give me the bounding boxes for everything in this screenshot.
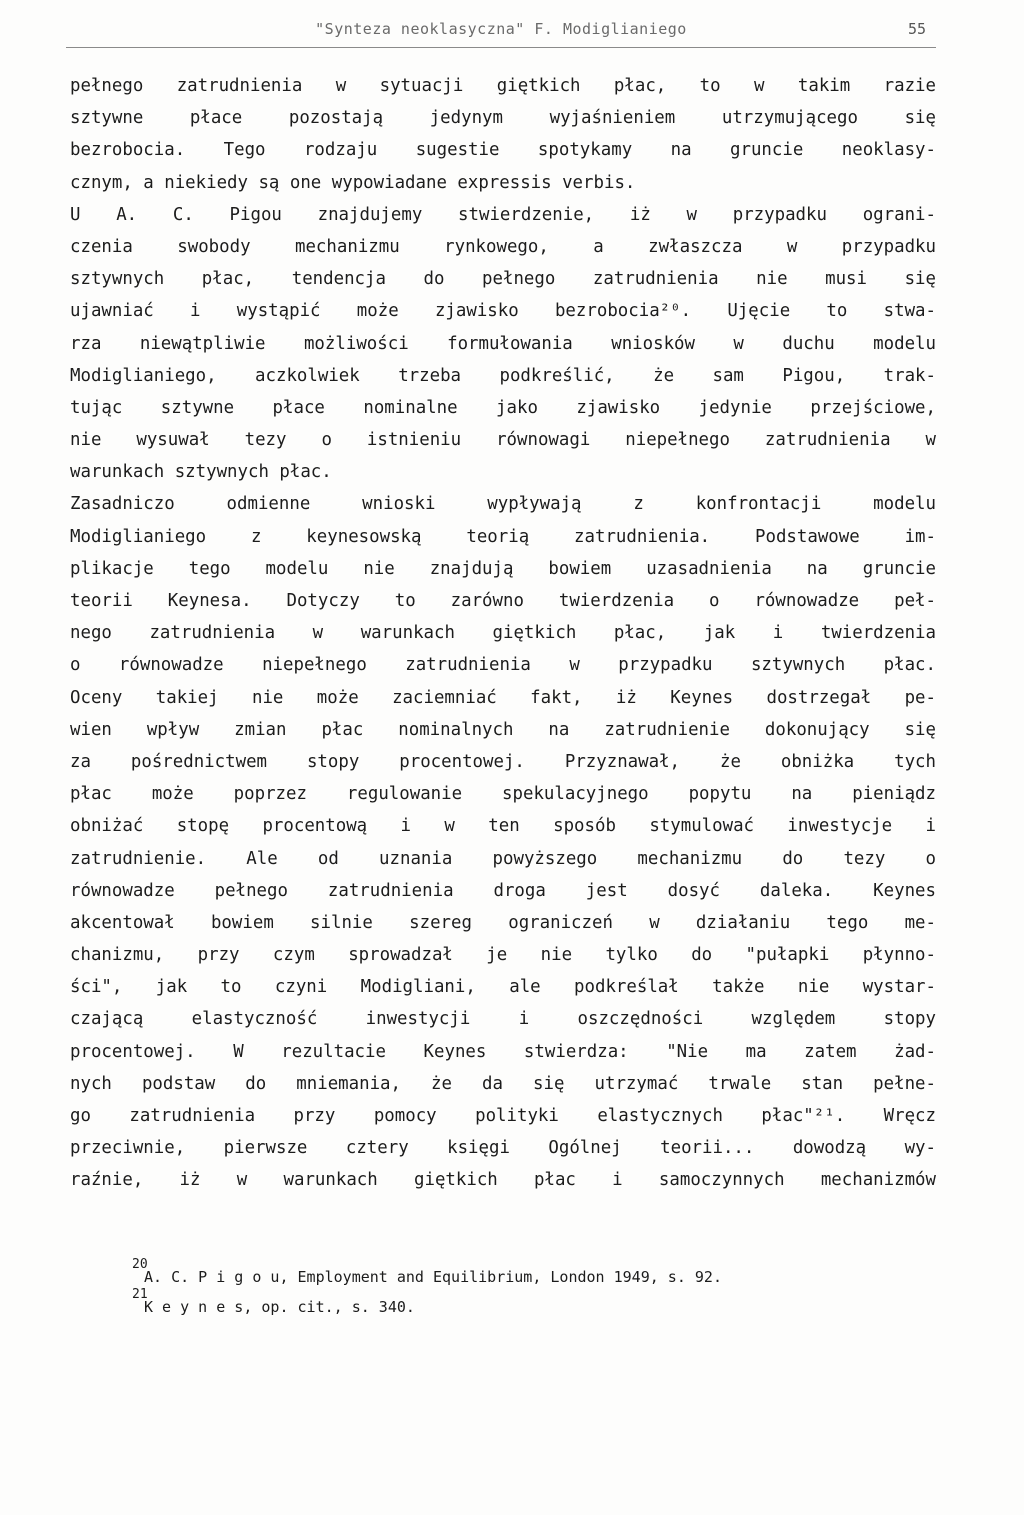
text-line: ujawniać i wystąpić może zjawisko bezrobocia²⁰. Ujęcie to stwa- xyxy=(70,301,936,322)
text-line: równowadze pełnego zatrudnienia droga jest dosyć daleka. Keynes xyxy=(70,880,936,901)
text-line: przeciwnie, pierwsze cztery księgi Ogólnej teorii... dowodzą wy- xyxy=(70,1138,936,1159)
text-line: warunkach sztywnych płac. xyxy=(70,462,332,483)
text-line: raźnie, iż w warunkach giętkich płac i samoczynnych mechanizmów xyxy=(70,1170,936,1191)
text-line: czającą elastyczność inwestycji i oszczędności względem stopy xyxy=(70,1009,936,1030)
text-line: zatrudnienie. Ale od uznania powyższego mechanizmu do tezy o xyxy=(70,848,936,869)
page-number: 55 xyxy=(907,20,926,38)
text-line: nie wysuwał tezy o istnieniu równowagi niepełnego zatrudnienia w xyxy=(70,430,936,451)
text-line: chanizmu, przy czym sprowadzał je nie tylko do "pułapki płynno- xyxy=(70,945,936,966)
footnote-text: K e y n e s, op. cit., s. 340. xyxy=(144,1298,415,1316)
text-line: Modiglianiego z keynesowską teorią zatrudnienia. Podstawowe im- xyxy=(70,526,936,547)
text-line: go zatrudnienia przy pomocy polityki elastycznych płac"²¹. Wręcz xyxy=(70,1106,936,1126)
header-rule xyxy=(66,47,936,48)
running-title: "Synteza neoklasyczna" F. Modiglianiego xyxy=(315,20,687,38)
text-line: Modiglianiego, aczkolwiek trzeba podkreślić, że sam Pigou, trak- xyxy=(70,365,936,386)
text-line: sztywne płace pozostają jedynym wyjaśnieniem utrzymującego się xyxy=(70,108,936,129)
text-line: płac może poprzez regulowanie spekulacyjnego popytu na pieniądz xyxy=(70,784,936,805)
text-line: za pośrednictwem stopy procentowej. Przyznawał, że obniżka tych xyxy=(70,751,936,772)
running-head xyxy=(66,14,936,48)
text-line: plikacje tego modelu nie znajdują bowiem uzasadnienia na gruncie xyxy=(70,558,936,579)
text-line: rza niewątpliwie możliwości formułowania wniosków w duchu modelu xyxy=(70,333,936,354)
text-line: Zasadniczo odmienne wnioski wypływają z konfrontacji modelu xyxy=(70,494,936,515)
text-line: tując sztywne płace nominalne jako zjawisko jedynie przejściowe, xyxy=(70,397,936,418)
footnote-20 xyxy=(70,1257,936,1292)
text-line: czenia swobody mechanizmu rynkowego, a zwłaszcza w przypadku xyxy=(70,236,936,257)
footnotes xyxy=(70,1257,936,1322)
text-line: ści", jak to czyni Modigliani, ale podkreślał także nie wystar- xyxy=(70,977,936,998)
footnote-number: 21 xyxy=(132,1287,148,1302)
text-line: wien wpływ zmian płac nominalnych na zatrudnienie dokonujący się xyxy=(70,719,936,740)
text-line: obniżać stopę procentową i w ten sposób stymulować inwestycje i xyxy=(70,816,936,837)
text-line: sztywnych płac, tendencja do pełnego zatrudnienia nie musi się xyxy=(70,269,936,290)
text-line: nego zatrudnienia w warunkach giętkich płac, jak i twierdzenia xyxy=(70,623,936,644)
footnote-text: A. C. P i g o u, Employment and Equilibrium, London 1949, s. 92. xyxy=(144,1268,722,1286)
text-line: bezrobocia. Tego rodzaju sugestie spotykamy na gruncie neoklasy- xyxy=(70,140,936,161)
footnote-number: 20 xyxy=(132,1257,148,1272)
text-line: cznym, a niekiedy są one wypowiadane expressis verbis. xyxy=(70,172,636,193)
text-line: procentowej. W rezultacie Keynes stwierdza: "Nie ma zatem żad- xyxy=(70,1041,936,1062)
text-line: teorii Keynesa. Dotyczy to zarówno twierdzenia o równowadze peł- xyxy=(70,591,936,611)
text-line: pełnego zatrudnienia w sytuacji giętkich płac, to w takim razie xyxy=(70,76,936,96)
text-line: o równowadze niepełnego zatrudnienia w przypadku sztywnych płac. xyxy=(70,655,936,676)
text-line: U A. C. Pigou znajdujemy stwierdzenie, iż w przypadku ograni- xyxy=(70,204,936,225)
text-line: Oceny takiej nie może zaciemniać fakt, iż Keynes dostrzegał pe- xyxy=(70,687,936,708)
footnote-21 xyxy=(70,1287,936,1322)
text-line: nych podstaw do mniemania, że da się utrzymać trwale stan pełne- xyxy=(70,1073,936,1094)
body-text xyxy=(70,70,936,1197)
text-line: akcentował bowiem silnie szereg ograniczeń w działaniu tego me- xyxy=(70,912,936,933)
